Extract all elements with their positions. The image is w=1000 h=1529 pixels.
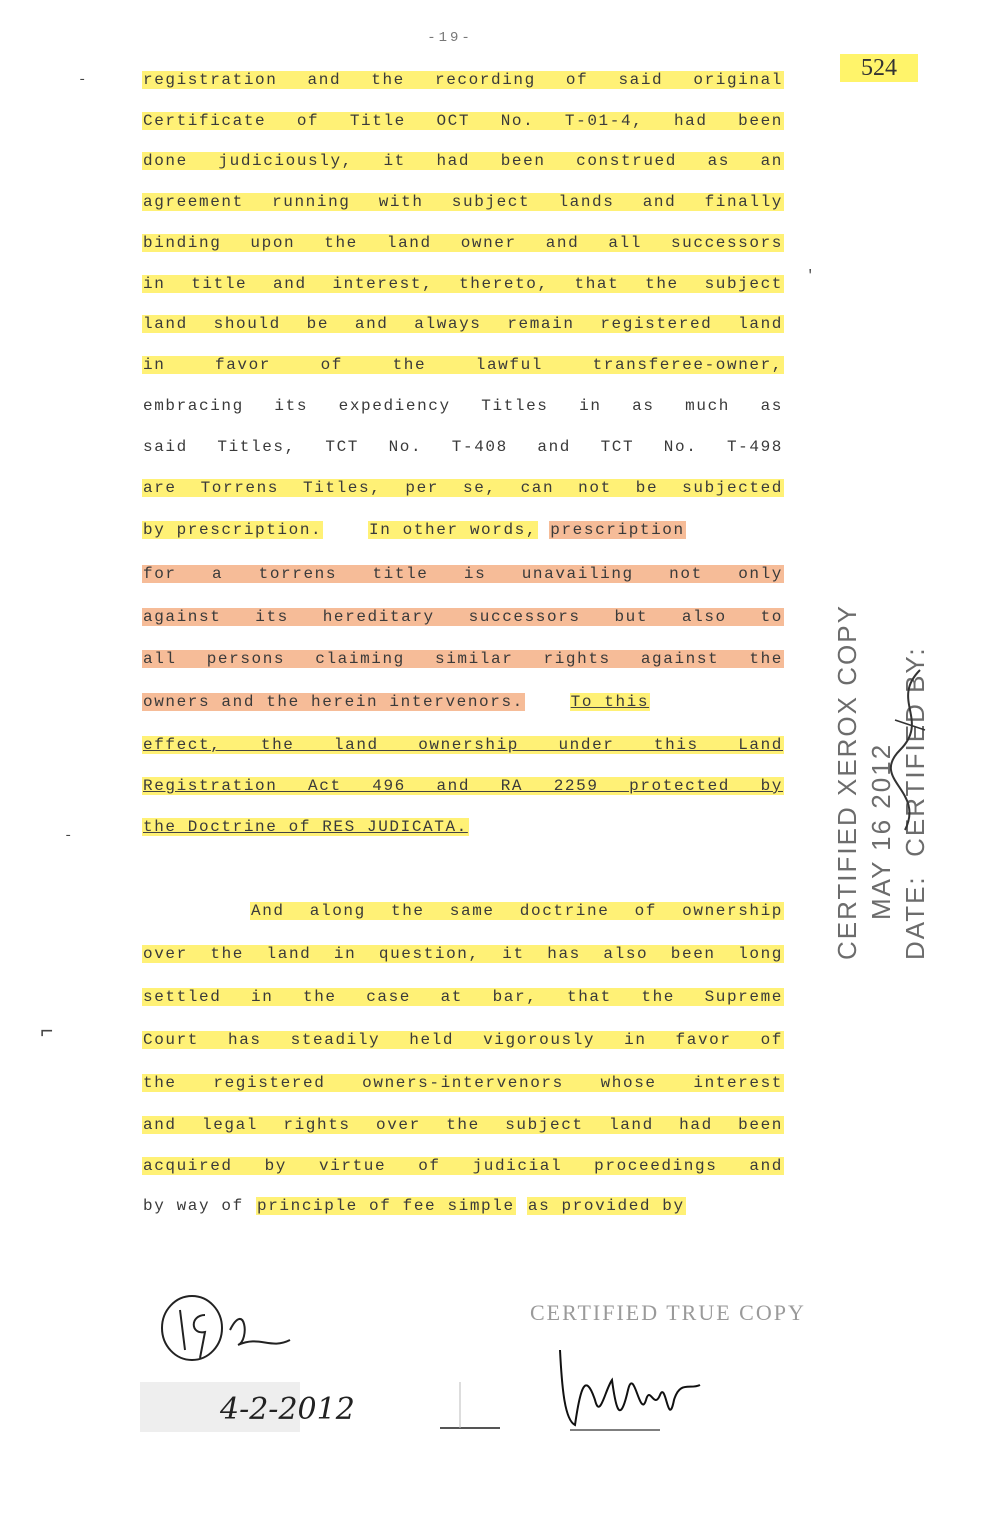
text-line	[142, 68, 784, 92]
line-text: in favor of the lawful transferee-owner,	[143, 356, 783, 374]
text-line	[142, 353, 784, 377]
line-text: in title and interest, thereto, that the subject	[143, 275, 783, 293]
text-line	[142, 605, 784, 629]
text-line	[142, 690, 784, 714]
text-line	[142, 435, 784, 459]
text-line	[142, 1071, 784, 1095]
line-text: binding upon the land owner and all successors	[143, 234, 783, 252]
margin-mark: -	[64, 828, 73, 844]
text-line	[142, 647, 784, 671]
line-text: and legal rights over the subject land had been	[143, 1116, 783, 1134]
stamp-certified-label: CERTIFIED BY:	[900, 646, 930, 857]
line-text: Court has steadily held vigorously in favor of	[143, 1031, 783, 1049]
line-text: prescription	[550, 521, 685, 539]
line-text: acquired by virtue of judicial proceedings and	[143, 1157, 783, 1175]
text-line	[142, 231, 784, 255]
signature	[550, 1330, 720, 1440]
text-line	[142, 774, 784, 798]
line-text: the Doctrine of RES JUDICATA.	[143, 818, 468, 836]
line-text: land should be and always remain registered land	[143, 315, 783, 333]
text-line	[142, 149, 784, 173]
text-line	[142, 1113, 784, 1137]
certified-true-copy-stamp: CERTIFIED TRUE COPY	[530, 1300, 806, 1325]
stamped-page-number: 524	[840, 54, 918, 82]
text-line	[142, 733, 784, 757]
handwritten-date: 4-2-2012	[220, 1392, 355, 1427]
text-line	[142, 1194, 784, 1218]
text-line	[142, 562, 784, 586]
line-text: are Torrens Titles, per se, can not be subjected	[143, 479, 783, 497]
margin-mark: -	[78, 72, 87, 88]
line-text: for a torrens title is unavailing not only	[143, 565, 783, 583]
text-line	[142, 312, 784, 336]
margin-mark: ⌐	[40, 1020, 54, 1045]
stamp-date-label: DATE:	[900, 875, 930, 960]
line-text: And along the same doctrine of ownership	[251, 902, 783, 920]
line-text: Certificate of Title OCT No. T-01-4, had been	[143, 112, 783, 130]
line-text: by way of	[143, 1197, 244, 1215]
line-text: over the land in question, it has also been long	[143, 945, 783, 963]
text-line	[142, 942, 784, 966]
margin-mark: '	[806, 268, 815, 284]
stamp-signature	[880, 660, 940, 860]
text-line	[142, 985, 784, 1009]
line-text: done judiciously, it had been construed as an	[143, 152, 783, 170]
line-text: agreement running with subject lands and finally	[143, 193, 783, 211]
line-text: effect, the land ownership under this Land	[143, 736, 783, 754]
line-text: the registered owners-intervenors whose interest	[143, 1074, 783, 1092]
line-text: as provided by	[527, 1197, 685, 1215]
line-text: To this	[570, 693, 650, 711]
line-text: said Titles, TCT No. T-408 and TCT No. T-498	[143, 438, 783, 456]
stamp-date: MAY 16 2012	[866, 742, 896, 920]
stamp-title: CERTIFIED XEROX COPY	[832, 604, 862, 960]
line-text: embracing its expediency Titles in as much as	[143, 397, 783, 415]
line-text: owners and the herein intervenors.	[143, 693, 524, 711]
line-text: Registration Act 496 and RA 2259 protected by	[143, 777, 783, 795]
line-text: by prescription.	[143, 521, 323, 539]
text-line	[142, 1028, 784, 1052]
text-line	[142, 272, 784, 296]
text-line	[142, 815, 784, 839]
page-number: -19-	[427, 30, 473, 46]
text-line	[142, 190, 784, 214]
line-text: principle of fee simple	[257, 1197, 515, 1215]
line-text: settled in the case at bar, that the Supreme	[143, 988, 783, 1006]
line-text: against its hereditary successors but also to	[143, 608, 783, 626]
text-line	[142, 476, 784, 500]
line-text: registration and the recording of said original	[143, 71, 783, 89]
line-text: all persons claiming similar rights against the	[143, 650, 783, 668]
text-line	[142, 109, 784, 133]
handwritten-initials	[150, 1290, 310, 1370]
text-line	[142, 1154, 784, 1178]
line-text: In other words,	[369, 521, 538, 539]
text-line	[142, 518, 784, 542]
text-line	[142, 899, 784, 923]
text-line	[142, 394, 784, 418]
